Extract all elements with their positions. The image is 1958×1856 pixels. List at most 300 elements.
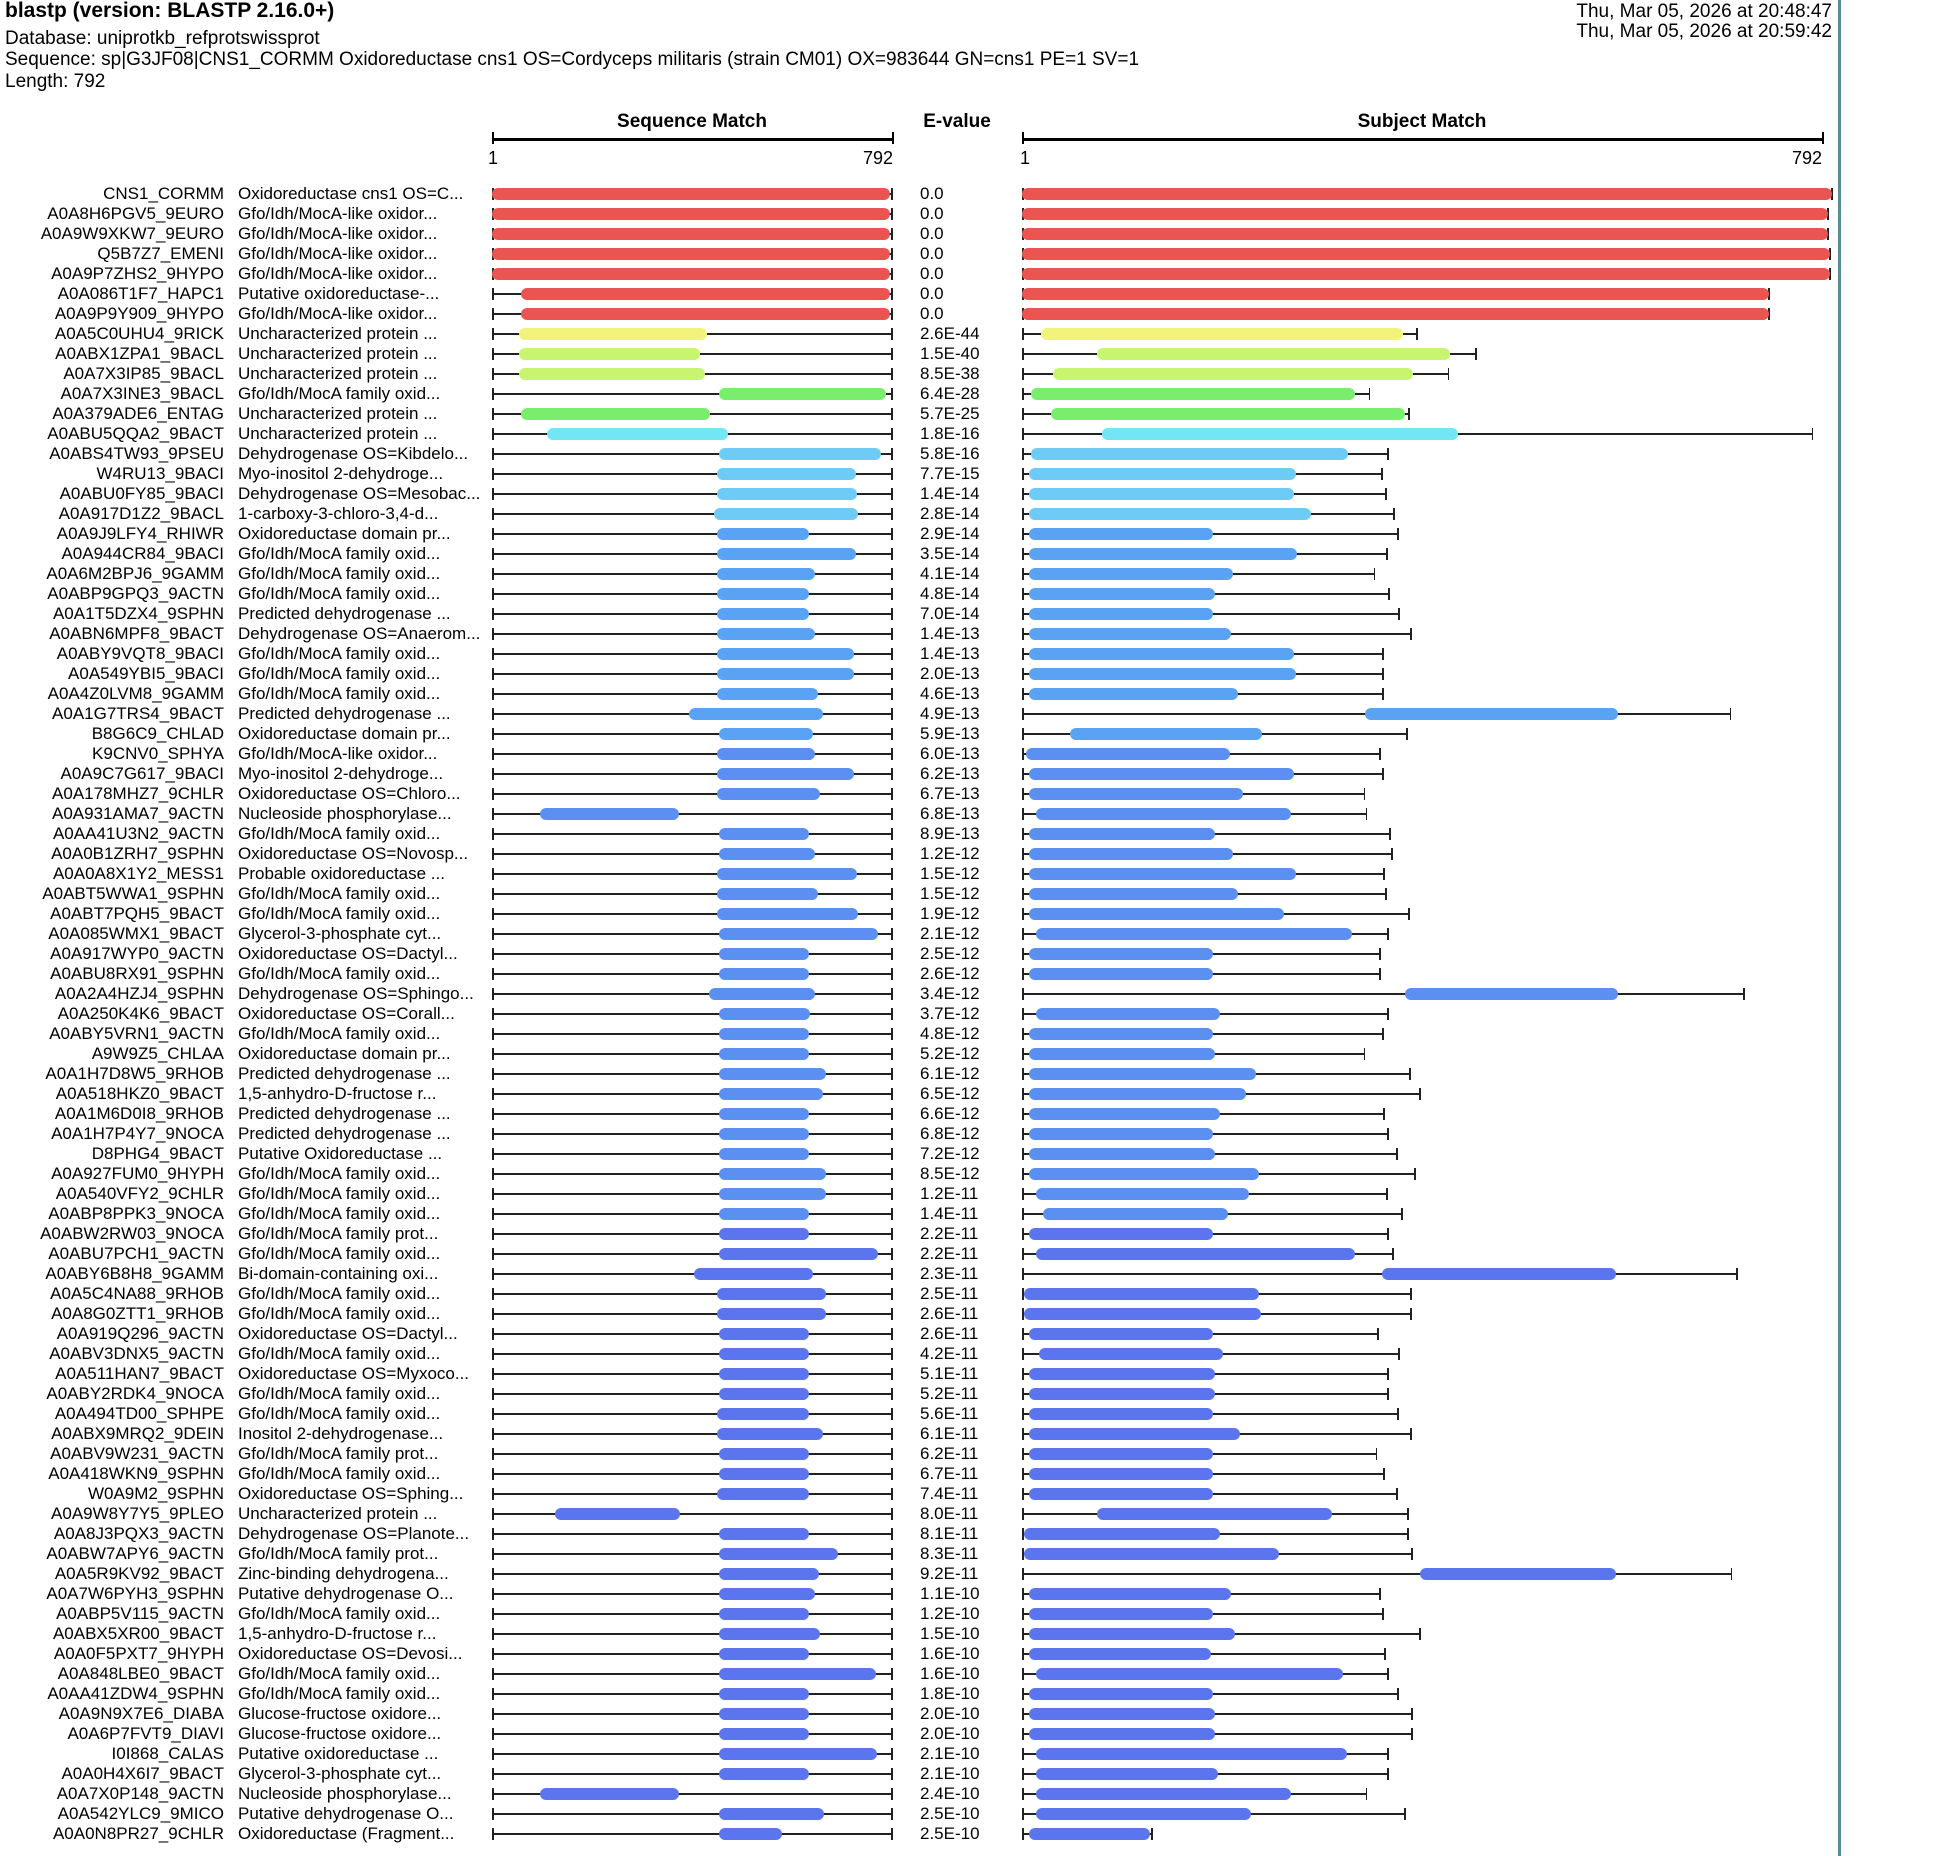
subject-alignment-bar[interactable] [1036, 1008, 1220, 1020]
hit-row[interactable] [0, 624, 1958, 644]
query-alignment-bar[interactable] [717, 528, 810, 540]
query-alignment-bar[interactable] [719, 1248, 878, 1260]
hit-row[interactable] [0, 1124, 1958, 1144]
hit-accession-link[interactable]: A0A1M6D0I8_9RHOB [54, 1104, 224, 1123]
hit-accession-link[interactable]: A0A7X3INE3_9BACL [60, 384, 224, 403]
subject-alignment-bar[interactable] [1029, 1448, 1213, 1460]
hit-accession-link[interactable]: A0A5C0UHU4_9RICK [54, 324, 224, 343]
hit-accession-link[interactable]: A0A1G7TRS4_9BACT [52, 704, 224, 723]
query-alignment-bar[interactable] [555, 1508, 680, 1520]
subject-alignment-bar[interactable] [1029, 768, 1294, 780]
hit-row[interactable] [0, 724, 1958, 744]
hit-accession-link[interactable]: A0AA41ZDW4_9SPHN [47, 1684, 224, 1703]
query-alignment-bar[interactable] [719, 1628, 820, 1640]
query-alignment-bar[interactable] [719, 1648, 809, 1660]
hit-row[interactable] [0, 364, 1958, 384]
hit-row[interactable] [0, 444, 1958, 464]
hit-row[interactable] [0, 1804, 1958, 1824]
hit-row[interactable] [0, 524, 1958, 544]
hit-row[interactable] [0, 744, 1958, 764]
hit-row[interactable] [0, 284, 1958, 304]
query-alignment-bar[interactable] [717, 1308, 827, 1320]
subject-alignment-bar[interactable] [1420, 1568, 1615, 1580]
subject-alignment-bar[interactable] [1029, 828, 1215, 840]
query-alignment-bar[interactable] [719, 1208, 809, 1220]
query-alignment-bar[interactable] [719, 848, 815, 860]
hit-accession-link[interactable]: A0A0N8PR27_9CHLR [52, 1824, 224, 1843]
hit-row[interactable] [0, 324, 1958, 344]
subject-alignment-bar[interactable] [1029, 908, 1284, 920]
subject-alignment-bar[interactable] [1029, 528, 1213, 540]
subject-alignment-bar[interactable] [1029, 1148, 1215, 1160]
hit-accession-link[interactable]: A0ABY6B8H8_9GAMM [45, 1264, 224, 1283]
hit-accession-link[interactable]: A0ABX5XR00_9BACT [52, 1624, 224, 1643]
hit-row[interactable] [0, 1084, 1958, 1104]
hit-row[interactable] [0, 1244, 1958, 1264]
hit-accession-link[interactable]: A0A919Q296_9ACTN [56, 1324, 224, 1343]
hit-row[interactable] [0, 244, 1958, 264]
hit-accession-link[interactable]: A0A1H7D8W5_9RHOB [45, 1064, 224, 1083]
hit-row[interactable] [0, 704, 1958, 724]
hit-row[interactable] [0, 1044, 1958, 1064]
hit-row[interactable] [0, 824, 1958, 844]
hit-accession-link[interactable]: A0A5C4NA88_9RHOB [50, 1284, 224, 1303]
subject-alignment-bar[interactable] [1036, 1808, 1250, 1820]
hit-row[interactable] [0, 204, 1958, 224]
subject-alignment-bar[interactable] [1029, 968, 1213, 980]
hit-accession-link[interactable]: A0A7X3IP85_9BACL [63, 364, 224, 383]
subject-alignment-bar[interactable] [1024, 1308, 1261, 1320]
hit-row[interactable] [0, 1504, 1958, 1524]
hit-row[interactable] [0, 1344, 1958, 1364]
hit-accession-link[interactable]: A0A085WMX1_9BACT [48, 924, 224, 943]
query-alignment-bar[interactable] [717, 688, 818, 700]
hit-accession-link[interactable]: A0A086T1F7_HAPC1 [57, 284, 224, 303]
subject-alignment-bar[interactable] [1039, 1348, 1223, 1360]
hit-accession-link[interactable]: D8PHG4_9BACT [91, 1144, 224, 1163]
subject-alignment-bar[interactable] [1029, 1088, 1245, 1100]
query-alignment-bar[interactable] [719, 1448, 809, 1460]
hit-accession-link[interactable]: A0A6P7FVT9_DIAVI [67, 1724, 224, 1743]
subject-alignment-bar[interactable] [1029, 568, 1233, 580]
hit-accession-link[interactable]: A0A2A4HZJ4_9SPHN [54, 984, 224, 1003]
subject-alignment-bar[interactable] [1029, 1068, 1256, 1080]
hit-row[interactable] [0, 1144, 1958, 1164]
query-alignment-bar[interactable] [717, 588, 810, 600]
subject-alignment-bar[interactable] [1029, 488, 1294, 500]
subject-alignment-bar[interactable] [1029, 608, 1213, 620]
query-alignment-bar[interactable] [719, 1528, 809, 1540]
subject-alignment-bar[interactable] [1031, 448, 1348, 460]
hit-row[interactable] [0, 1824, 1958, 1844]
hit-accession-link[interactable]: A0A8G0ZTT1_9RHOB [51, 1304, 224, 1323]
hit-row[interactable] [0, 924, 1958, 944]
hit-row[interactable] [0, 1024, 1958, 1044]
subject-alignment-bar[interactable] [1029, 628, 1231, 640]
hit-accession-link[interactable]: A0A7X0P148_9ACTN [56, 1784, 224, 1803]
subject-alignment-bar[interactable] [1405, 988, 1617, 1000]
query-alignment-bar[interactable] [717, 1488, 810, 1500]
query-alignment-bar[interactable] [719, 828, 809, 840]
hit-accession-link[interactable]: CNS1_CORMM [103, 184, 224, 203]
hit-row[interactable] [0, 1324, 1958, 1344]
hit-accession-link[interactable]: A0ABU0FY85_9BACI [59, 484, 224, 503]
hit-accession-link[interactable]: A0ABW7APY6_9ACTN [46, 1544, 224, 1563]
subject-alignment-bar[interactable] [1036, 1248, 1355, 1260]
hit-accession-link[interactable]: A0A8J3PQX3_9ACTN [53, 1524, 224, 1543]
query-alignment-bar[interactable] [719, 1608, 809, 1620]
subject-alignment-bar[interactable] [1029, 1588, 1231, 1600]
hit-row[interactable] [0, 984, 1958, 1004]
subject-alignment-bar[interactable] [1029, 1168, 1259, 1180]
subject-alignment-bar[interactable] [1036, 1188, 1248, 1200]
subject-alignment-bar[interactable] [1022, 208, 1828, 220]
hit-accession-link[interactable]: A0A0A8X1Y2_MESS1 [52, 864, 224, 883]
subject-alignment-bar[interactable] [1029, 1688, 1213, 1700]
hit-row[interactable] [0, 644, 1958, 664]
hit-accession-link[interactable]: A0A0B1ZRH7_9SPHN [51, 844, 224, 863]
query-alignment-bar[interactable] [492, 248, 890, 260]
query-alignment-bar[interactable] [717, 488, 857, 500]
hit-row[interactable] [0, 604, 1958, 624]
hit-accession-link[interactable]: A0ABX9MRQ2_9DEIN [51, 1424, 224, 1443]
query-alignment-bar[interactable] [717, 1408, 810, 1420]
hit-row[interactable] [0, 1264, 1958, 1284]
subject-alignment-bar[interactable] [1036, 808, 1291, 820]
query-alignment-bar[interactable] [521, 408, 710, 420]
query-alignment-bar[interactable] [719, 1828, 782, 1840]
hit-row[interactable] [0, 1604, 1958, 1624]
hit-accession-link[interactable]: A0A4Z0LVM8_9GAMM [47, 684, 224, 703]
hit-row[interactable] [0, 1664, 1958, 1684]
subject-alignment-bar[interactable] [1036, 1668, 1342, 1680]
hit-row[interactable] [0, 1404, 1958, 1424]
query-alignment-bar[interactable] [719, 1048, 809, 1060]
hit-row[interactable] [0, 964, 1958, 984]
subject-alignment-bar[interactable] [1029, 1628, 1235, 1640]
hit-row[interactable] [0, 1444, 1958, 1464]
hit-accession-link[interactable]: A0A9W8Y7Y5_9PLEO [51, 1504, 224, 1523]
query-alignment-bar[interactable] [717, 468, 856, 480]
query-alignment-bar[interactable] [719, 1588, 815, 1600]
hit-row[interactable] [0, 1624, 1958, 1644]
query-alignment-bar[interactable] [719, 728, 813, 740]
hit-accession-link[interactable]: A0ABY2RDK4_9NOCA [46, 1384, 224, 1403]
subject-alignment-bar[interactable] [1029, 548, 1297, 560]
query-alignment-bar[interactable] [719, 1748, 877, 1760]
hit-row[interactable] [0, 1104, 1958, 1124]
subject-alignment-bar[interactable] [1029, 668, 1296, 680]
query-alignment-bar[interactable] [717, 888, 818, 900]
query-alignment-bar[interactable] [719, 948, 809, 960]
subject-alignment-bar[interactable] [1024, 1548, 1279, 1560]
subject-alignment-bar[interactable] [1053, 368, 1413, 380]
query-alignment-bar[interactable] [717, 608, 810, 620]
query-alignment-bar[interactable] [717, 908, 859, 920]
subject-alignment-bar[interactable] [1029, 868, 1296, 880]
hit-row[interactable] [0, 784, 1958, 804]
hit-accession-link[interactable]: A0ABP5V115_9ACTN [56, 1604, 224, 1623]
hit-accession-link[interactable]: A0ABP8PPK3_9NOCA [48, 1204, 224, 1223]
query-alignment-bar[interactable] [719, 1068, 826, 1080]
hit-row[interactable] [0, 1524, 1958, 1544]
hit-accession-link[interactable]: A0ABS4TW93_9PSEU [49, 444, 224, 463]
subject-alignment-bar[interactable] [1036, 1768, 1218, 1780]
hit-accession-link[interactable]: A0ABX1ZPA1_9BACL [55, 344, 224, 363]
hit-accession-link[interactable]: A0A9P9Y909_9HYPO [54, 304, 224, 323]
subject-alignment-bar[interactable] [1043, 1208, 1228, 1220]
subject-alignment-bar[interactable] [1029, 648, 1294, 660]
hit-row[interactable] [0, 584, 1958, 604]
query-alignment-bar[interactable] [719, 1188, 826, 1200]
query-alignment-bar[interactable] [719, 1468, 809, 1480]
hit-row[interactable] [0, 1184, 1958, 1204]
subject-alignment-bar[interactable] [1029, 1648, 1211, 1660]
query-alignment-bar[interactable] [709, 988, 815, 1000]
query-alignment-bar[interactable] [521, 308, 890, 320]
query-alignment-bar[interactable] [719, 1088, 823, 1100]
subject-alignment-bar[interactable] [1029, 1328, 1213, 1340]
hit-row[interactable] [0, 484, 1958, 504]
hit-row[interactable] [0, 804, 1958, 824]
subject-alignment-bar[interactable] [1029, 1028, 1213, 1040]
subject-alignment-bar[interactable] [1024, 1288, 1259, 1300]
hit-row[interactable] [0, 1684, 1958, 1704]
subject-alignment-bar[interactable] [1097, 1508, 1333, 1520]
hit-accession-link[interactable]: I0I868_CALAS [111, 1744, 224, 1763]
query-alignment-bar[interactable] [719, 388, 886, 400]
subject-alignment-bar[interactable] [1022, 288, 1769, 300]
subject-alignment-bar[interactable] [1029, 1408, 1213, 1420]
query-alignment-bar[interactable] [717, 668, 854, 680]
hit-accession-link[interactable]: A0ABU8RX91_9SPHN [50, 964, 224, 983]
query-alignment-bar[interactable] [719, 968, 809, 980]
hit-accession-link[interactable]: A0ABY5VRN1_9ACTN [49, 1024, 224, 1043]
subject-alignment-bar[interactable] [1022, 268, 1830, 280]
hit-accession-link[interactable]: A0A518HKZ0_9BACT [55, 1084, 224, 1103]
hit-row[interactable] [0, 684, 1958, 704]
subject-alignment-bar[interactable] [1051, 408, 1405, 420]
hit-row[interactable] [0, 1284, 1958, 1304]
subject-alignment-bar[interactable] [1024, 1528, 1220, 1540]
hit-row[interactable] [0, 864, 1958, 884]
query-alignment-bar[interactable] [492, 268, 890, 280]
hit-accession-link[interactable]: K9CNV0_SPHYA [92, 744, 224, 763]
query-alignment-bar[interactable] [717, 1288, 827, 1300]
hit-row[interactable] [0, 1204, 1958, 1224]
query-alignment-bar[interactable] [719, 1148, 809, 1160]
subject-alignment-bar[interactable] [1102, 428, 1458, 440]
hit-row[interactable] [0, 1464, 1958, 1484]
hit-accession-link[interactable]: A0AA41U3N2_9ACTN [52, 824, 224, 843]
hit-row[interactable] [0, 944, 1958, 964]
hit-accession-link[interactable]: A0A1H7P4Y7_9NOCA [51, 1124, 224, 1143]
hit-row[interactable] [0, 564, 1958, 584]
query-alignment-bar[interactable] [719, 1368, 809, 1380]
query-alignment-bar[interactable] [521, 288, 890, 300]
subject-alignment-bar[interactable] [1029, 1388, 1215, 1400]
query-alignment-bar[interactable] [719, 1728, 809, 1740]
query-alignment-bar[interactable] [719, 1108, 809, 1120]
query-alignment-bar[interactable] [689, 708, 823, 720]
hit-accession-link[interactable]: A0A7W6PYH3_9SPHN [46, 1584, 224, 1603]
hit-accession-link[interactable]: A0A0F5PXT7_9HYPH [53, 1644, 224, 1663]
subject-alignment-bar[interactable] [1029, 1488, 1213, 1500]
subject-alignment-bar[interactable] [1041, 328, 1403, 340]
subject-alignment-bar[interactable] [1029, 1368, 1215, 1380]
hit-accession-link[interactable]: B8G6C9_CHLAD [91, 724, 224, 743]
hit-accession-link[interactable]: A0ABW2RW03_9NOCA [40, 1224, 224, 1243]
hit-accession-link[interactable]: Q5B7Z7_EMENI [97, 244, 224, 263]
subject-alignment-bar[interactable] [1022, 188, 1832, 200]
hit-accession-link[interactable]: A0A848LBE0_9BACT [57, 1664, 224, 1683]
subject-alignment-bar[interactable] [1365, 708, 1618, 720]
hit-row[interactable] [0, 264, 1958, 284]
hit-accession-link[interactable]: A0A494TD00_SPHPE [54, 1404, 224, 1423]
subject-alignment-bar[interactable] [1029, 688, 1238, 700]
query-alignment-bar[interactable] [519, 368, 705, 380]
hit-accession-link[interactable]: A0A549YBI5_9BACI [68, 664, 224, 683]
subject-alignment-bar[interactable] [1022, 248, 1830, 260]
hit-accession-link[interactable]: A0A6M2BPJ6_9GAMM [46, 564, 224, 583]
hit-accession-link[interactable]: A0A540VFY2_9CHLR [55, 1184, 224, 1203]
hit-accession-link[interactable]: A0A1T5DZX4_9SPHN [52, 604, 224, 623]
subject-alignment-bar[interactable] [1097, 348, 1450, 360]
hit-row[interactable] [0, 1384, 1958, 1404]
query-alignment-bar[interactable] [714, 508, 858, 520]
hit-accession-link[interactable]: A0ABV9W231_9ACTN [50, 1444, 224, 1463]
query-alignment-bar[interactable] [719, 1668, 876, 1680]
query-alignment-bar[interactable] [717, 548, 856, 560]
subject-alignment-bar[interactable] [1070, 728, 1262, 740]
hit-accession-link[interactable]: A0A542YLC9_9MICO [57, 1804, 224, 1823]
subject-alignment-bar[interactable] [1031, 388, 1355, 400]
hit-row[interactable] [0, 224, 1958, 244]
hit-row[interactable] [0, 1364, 1958, 1384]
query-alignment-bar[interactable] [719, 1388, 809, 1400]
query-alignment-bar[interactable] [719, 1348, 809, 1360]
hit-row[interactable] [0, 1064, 1958, 1084]
query-alignment-bar[interactable] [492, 188, 890, 200]
hit-row[interactable] [0, 884, 1958, 904]
hit-row[interactable] [0, 1424, 1958, 1444]
hit-accession-link[interactable]: A0A0H4X6I7_9BACT [61, 1764, 224, 1783]
hit-row[interactable] [0, 1164, 1958, 1184]
hit-accession-link[interactable]: A0A178MHZ7_9CHLR [52, 784, 224, 803]
subject-alignment-bar[interactable] [1036, 928, 1352, 940]
query-alignment-bar[interactable] [492, 228, 890, 240]
query-alignment-bar[interactable] [519, 328, 707, 340]
hit-row[interactable] [0, 504, 1958, 524]
hit-row[interactable] [0, 464, 1958, 484]
hit-row[interactable] [0, 904, 1958, 924]
query-alignment-bar[interactable] [547, 428, 728, 440]
hit-row[interactable] [0, 1744, 1958, 1764]
query-alignment-bar[interactable] [717, 568, 816, 580]
hit-row[interactable] [0, 1784, 1958, 1804]
hit-accession-link[interactable]: W4RU13_9BACI [96, 464, 224, 483]
hit-row[interactable] [0, 384, 1958, 404]
query-alignment-bar[interactable] [719, 1168, 826, 1180]
hit-accession-link[interactable]: A0A9N9X7E6_DIABA [58, 1704, 224, 1723]
hit-accession-link[interactable]: A0ABT5WWA1_9SPHN [42, 884, 224, 903]
query-alignment-bar[interactable] [540, 808, 679, 820]
subject-alignment-bar[interactable] [1029, 588, 1215, 600]
hit-accession-link[interactable]: A0A5R9KV92_9BACT [54, 1564, 224, 1583]
hit-accession-link[interactable]: A0A379ADE6_ENTAG [52, 404, 224, 423]
query-alignment-bar[interactable] [540, 1788, 679, 1800]
subject-alignment-bar[interactable] [1029, 1728, 1215, 1740]
hit-row[interactable] [0, 1584, 1958, 1604]
query-alignment-bar[interactable] [719, 1008, 810, 1020]
subject-alignment-bar[interactable] [1029, 1128, 1213, 1140]
hit-accession-link[interactable]: A0ABU7PCH1_9ACTN [48, 1244, 224, 1263]
subject-alignment-bar[interactable] [1029, 1048, 1215, 1060]
query-alignment-bar[interactable] [492, 208, 890, 220]
query-alignment-bar[interactable] [719, 1548, 838, 1560]
hit-accession-link[interactable]: A0ABU5QQA2_9BACT [47, 424, 224, 443]
subject-alignment-bar[interactable] [1029, 1708, 1215, 1720]
subject-alignment-bar[interactable] [1029, 1608, 1213, 1620]
hit-row[interactable] [0, 344, 1958, 364]
query-alignment-bar[interactable] [719, 1708, 809, 1720]
hit-accession-link[interactable]: A0A927FUM0_9HYPH [51, 1164, 224, 1183]
query-alignment-bar[interactable] [719, 1228, 809, 1240]
hit-accession-link[interactable]: A0ABN6MPF8_9BACT [49, 624, 224, 643]
query-alignment-bar[interactable] [717, 628, 816, 640]
hit-row[interactable] [0, 1764, 1958, 1784]
subject-alignment-bar[interactable] [1029, 888, 1238, 900]
subject-alignment-bar[interactable] [1029, 1228, 1213, 1240]
query-alignment-bar[interactable] [694, 1268, 813, 1280]
hit-row[interactable] [0, 1704, 1958, 1724]
hit-accession-link[interactable]: A0A917D1Z2_9BACL [58, 504, 224, 523]
subject-alignment-bar[interactable] [1029, 1108, 1220, 1120]
query-alignment-bar[interactable] [719, 1328, 809, 1340]
hit-row[interactable] [0, 1004, 1958, 1024]
subject-alignment-bar[interactable] [1029, 848, 1233, 860]
hit-row[interactable] [0, 664, 1958, 684]
query-alignment-bar[interactable] [719, 1768, 809, 1780]
hit-accession-link[interactable]: A0ABT7PQH5_9BACT [50, 904, 224, 923]
hit-accession-link[interactable]: A0ABY9VQT8_9BACI [56, 644, 224, 663]
hit-accession-link[interactable]: A0A9W9XKW7_9EURO [40, 224, 224, 243]
query-alignment-bar[interactable] [719, 1128, 809, 1140]
hit-row[interactable] [0, 1304, 1958, 1324]
subject-alignment-bar[interactable] [1029, 468, 1296, 480]
query-alignment-bar[interactable] [519, 348, 700, 360]
hit-row[interactable] [0, 1644, 1958, 1664]
hit-accession-link[interactable]: A0A917WYP0_9ACTN [50, 944, 224, 963]
hit-accession-link[interactable]: A0A9C7G617_9BACI [60, 764, 224, 783]
query-alignment-bar[interactable] [717, 868, 857, 880]
subject-alignment-bar[interactable] [1036, 1748, 1346, 1760]
query-alignment-bar[interactable] [717, 768, 854, 780]
hit-accession-link[interactable]: A0A511HAN7_9BACT [55, 1364, 224, 1383]
hit-row[interactable] [0, 404, 1958, 424]
query-alignment-bar[interactable] [719, 448, 881, 460]
subject-alignment-bar[interactable] [1029, 1428, 1240, 1440]
query-alignment-bar[interactable] [719, 1568, 819, 1580]
hit-row[interactable] [0, 764, 1958, 784]
query-alignment-bar[interactable] [719, 1688, 809, 1700]
subject-alignment-bar[interactable] [1036, 1788, 1291, 1800]
hit-accession-link[interactable]: A0A9P7ZHS2_9HYPO [51, 264, 224, 283]
hit-row[interactable] [0, 1224, 1958, 1244]
subject-alignment-bar[interactable] [1029, 1828, 1150, 1840]
subject-alignment-bar[interactable] [1382, 1268, 1616, 1280]
query-alignment-bar[interactable] [719, 928, 878, 940]
